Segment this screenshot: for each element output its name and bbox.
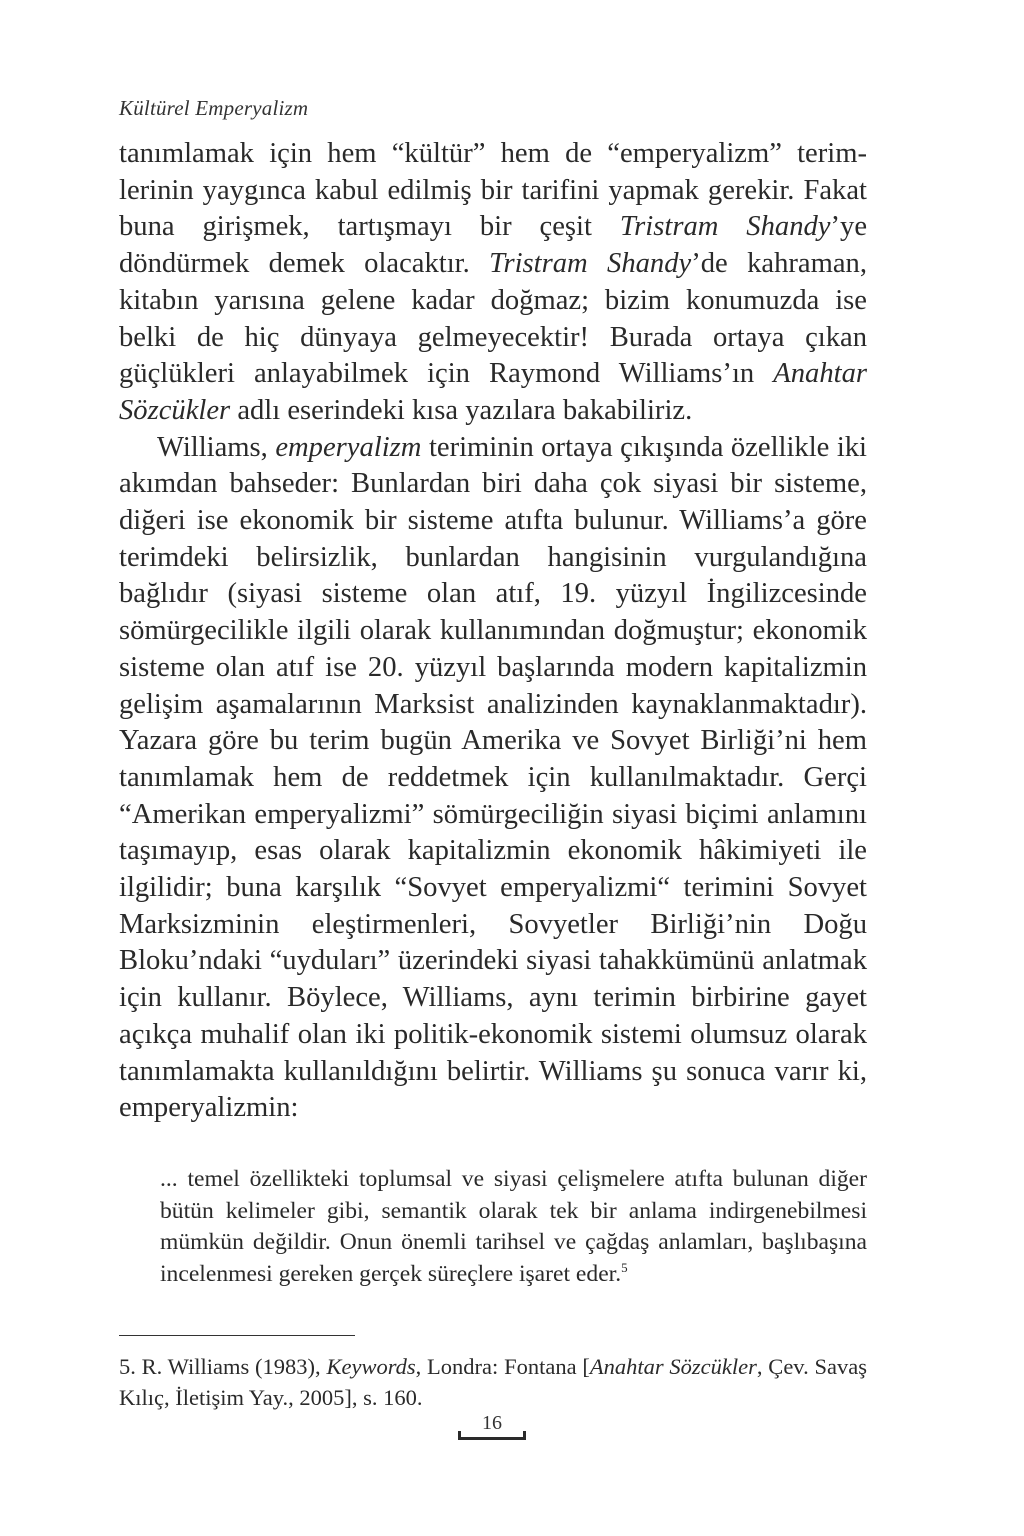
paragraph-1-italic-3: Anahtar Sözcükler bbox=[119, 358, 867, 426]
paragraph-2-text-1: Williams, bbox=[157, 431, 276, 463]
paragraph-1-italic-1: Tristram Shandy bbox=[619, 211, 831, 243]
page-number-ornament bbox=[458, 1437, 526, 1440]
paragraph-1 bbox=[119, 136, 867, 430]
footnote-italic-1: Keywords bbox=[326, 1354, 416, 1379]
footnote-divider bbox=[119, 1335, 355, 1336]
footnote-reference: 5 bbox=[621, 1259, 628, 1275]
running-header: Kültürel Emperyalizm bbox=[119, 96, 309, 120]
footnote-italic-2: Anahtar Sözcükler bbox=[589, 1354, 757, 1379]
block-quote bbox=[160, 1164, 867, 1290]
paragraph-1-text-1: tanımlamak için hem “kültür” hem de “emperyalizm” terimlerinin yaygınca kabul edilmiş bir tarifini yapmak gerekir. Fakat buna girişmek, tartışmayı bir çeşit bbox=[119, 138, 867, 243]
paragraph-1-italic-2: Tristram Shandy bbox=[489, 248, 692, 280]
block-quote-text: ... temel özellikteki toplumsal ve siyasi çelişmelere atıfta bulunan diğer bütün kelimeler gibi, semantik olarak tek bir anlama indirgenebilmesi mümkün değildir. Onun önemli tarihsel ve çağdaş anlamları, başlıbaşına incelenmesi gereken gerçek süreçlere işaret eder. bbox=[160, 1166, 867, 1287]
body-text bbox=[119, 136, 867, 1127]
footnote bbox=[119, 1352, 867, 1413]
footnote-text-2: , Londra: Fontana [ bbox=[415, 1354, 590, 1379]
footnote-text-1: 5. R. Williams (1983), bbox=[119, 1354, 327, 1379]
footnote-text-3: , Çev. Savaş Kılıç, İletişim Yay., 2005], s. 160. bbox=[119, 1354, 868, 1410]
paragraph-1-text-3: ’de kahraman, kitabın yarısına gelene kadar doğmaz; bizim konumuzda ise belki de hiç dünyaya gelmeyecektir! Burada ortaya çıkan güçlükleri anlayabilmek için Raymond Williams’ın bbox=[119, 248, 867, 390]
paragraph-1-text-2: ’ye döndürmek demek olacaktır. bbox=[119, 211, 868, 280]
paragraph-2-italic-1: emperyalizm bbox=[275, 431, 422, 463]
paragraph-2-text-2: teriminin ortaya çıkışında özellikle iki akımdan bahseder: Bunlardan biri daha çok siyasi bir sisteme, diğeri ise ekonomik bir sisteme atıfta bulunur. Williams’a göre terimdeki belirsizlik, bunlardan hangisinin vurgulandığına bağlıdır (siyasi sisteme olan atıf, 19. yüzyıl İngilizcesinde sömürgecilikle ilgili olarak kullanımından doğmuştur; ekonomik sisteme olan atıf ise 20. yüzyıl başlarında modern kapitalizmin gelişim aşamalarının Marksist analizinden kaynaklanmaktadır). Yazara göre bu terim bugün Amerika ve Sovyet Birliği’ni hem tanımlamak hem de reddetmek için kullanılmaktadır. Gerçi “Amerikan emperyalizmi” sömürgeciliğin siyasi biçimi anlamını taşımayıp, esas olarak kapitalizmin ekonomik hâkimiyeti ile ilgilidir; buna karşılık “Sovyet emperyalizmi“ terimini Sovyet Marksizminin eleştirmenleri, Sovyetler Birliği’nin Doğu Bloku’ndaki “uyduları” üzerindeki siyasi tahakkümünü anlatmak için kullanır. Böylece, Williams, aynı terimin birbirine gayet açıkça muhalif olan iki politik-ekonomik sistemi olumsuz olarak tanımlamakta kullanıldığını belirtir. Williams şu sonuca varır ki, emperyalizmin: bbox=[119, 431, 868, 1124]
page-number: 16 bbox=[482, 1412, 502, 1434]
paragraph-1-text-4: adlı eserindeki kısa yazılara bakabiliriz. bbox=[230, 394, 693, 426]
paragraph-2 bbox=[119, 430, 867, 1127]
